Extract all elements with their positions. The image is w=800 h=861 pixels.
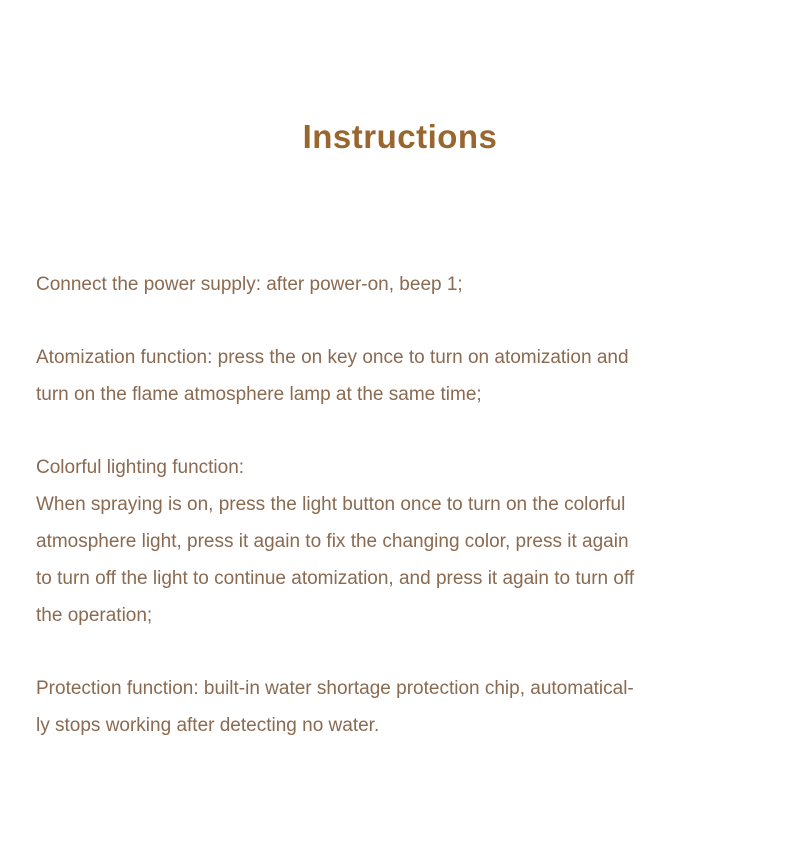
paragraph-atomization-function [36,339,766,413]
paragraph-colorful-lighting-function [36,449,766,634]
text-line: to turn off the light to continue atomization, and press it again to turn off [36,568,635,589]
text-line: the operation; [36,605,153,626]
text-line: When spraying is on, press the light button once to turn on the colorful [36,494,626,515]
instructions-content [36,266,766,780]
paragraph-protection-function [36,670,766,744]
text-line: turn on the flame atmosphere lamp at the same time; [36,384,482,405]
text-line: Colorful lighting function: [36,457,245,478]
text-line: Protection function: built-in water shortage protection chip, automatical- [36,678,634,699]
text-line: Connect the power supply: after power-on, beep 1; [36,274,463,295]
paragraph-power-supply [36,266,766,303]
text-line: Atomization function: press the on key once to turn on atomization and [36,347,629,368]
text-line: ly stops working after detecting no water. [36,715,380,736]
page-title: Instructions [302,118,498,155]
text-line: atmosphere light, press it again to fix the changing color, press it again [36,531,629,552]
